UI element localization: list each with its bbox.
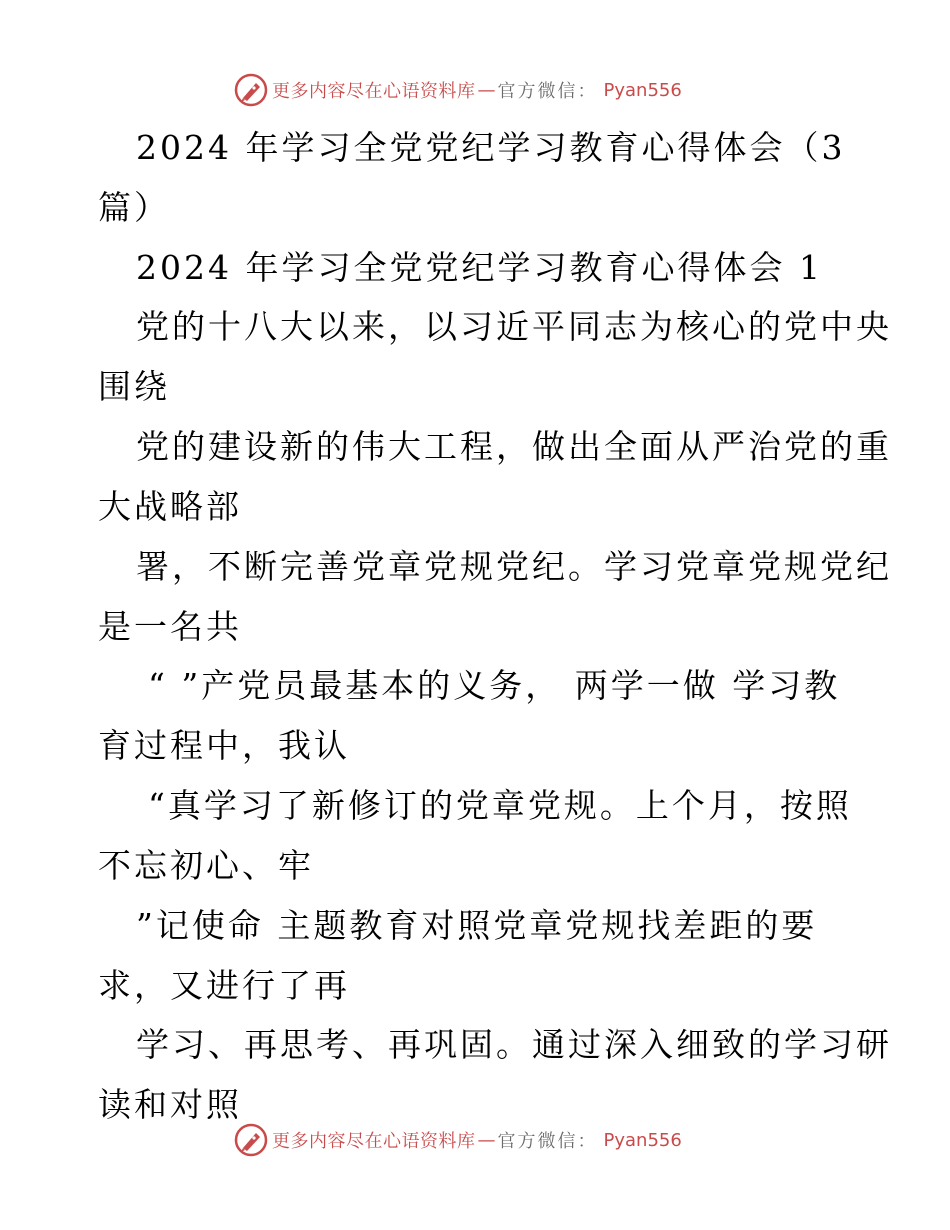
section-heading: 2024 年学习全党党纪学习教育心得体会 1: [136, 248, 823, 287]
document-title-line-1: 2024 年学习全党党纪学习教育心得体会（3: [136, 128, 846, 167]
body-line: 党的建设新的伟大工程，做出全面从严治党的重: [136, 427, 892, 466]
watermark-wechat-id: Pyan556: [603, 79, 682, 101]
watermark-official-label: 官方微信：: [497, 1131, 598, 1152]
body-line: 大战略部: [98, 487, 242, 526]
body-line: 不忘初心、牢: [98, 846, 314, 885]
watermark-dash: —: [477, 79, 496, 101]
body-line: 读和对照: [98, 1085, 242, 1124]
watermark-text: 更多内容尽在心语资料库: [272, 81, 476, 102]
header-watermark: [234, 72, 714, 108]
watermark-dash: —: [477, 1129, 496, 1151]
watermark-official-label: 官方微信：: [497, 81, 598, 102]
fountain-pen-logo-icon: [234, 1123, 268, 1157]
footer-watermark: [234, 1122, 714, 1158]
body-line: 学习、再思考、再巩固。通过深入细致的学习研: [136, 1025, 892, 1064]
body-line: 党的十八大以来，以习近平同志为核心的党中央: [136, 307, 892, 346]
fountain-pen-logo-icon: [234, 73, 268, 107]
body-line: 育过程中，我认: [98, 726, 350, 765]
body-line: 围绕: [98, 367, 170, 406]
body-line: “真学习了新修订的党章党规。上个月，按照: [148, 786, 852, 825]
body-line: ”记使命 主题教育对照党章党规找差距的要: [136, 906, 818, 945]
body-line: 是一名共: [98, 607, 242, 646]
body-line: “ ”产党员最基本的义务， 两学一做 学习教: [148, 666, 841, 705]
body-line: 署，不断完善党章党规党纪。学习党章党规党纪: [136, 547, 892, 586]
document-title-line-2: 篇）: [98, 188, 170, 227]
watermark-wechat-id: Pyan556: [603, 1129, 682, 1151]
body-line: 求，又进行了再: [98, 966, 350, 1005]
watermark-text: 更多内容尽在心语资料库: [272, 1131, 476, 1152]
